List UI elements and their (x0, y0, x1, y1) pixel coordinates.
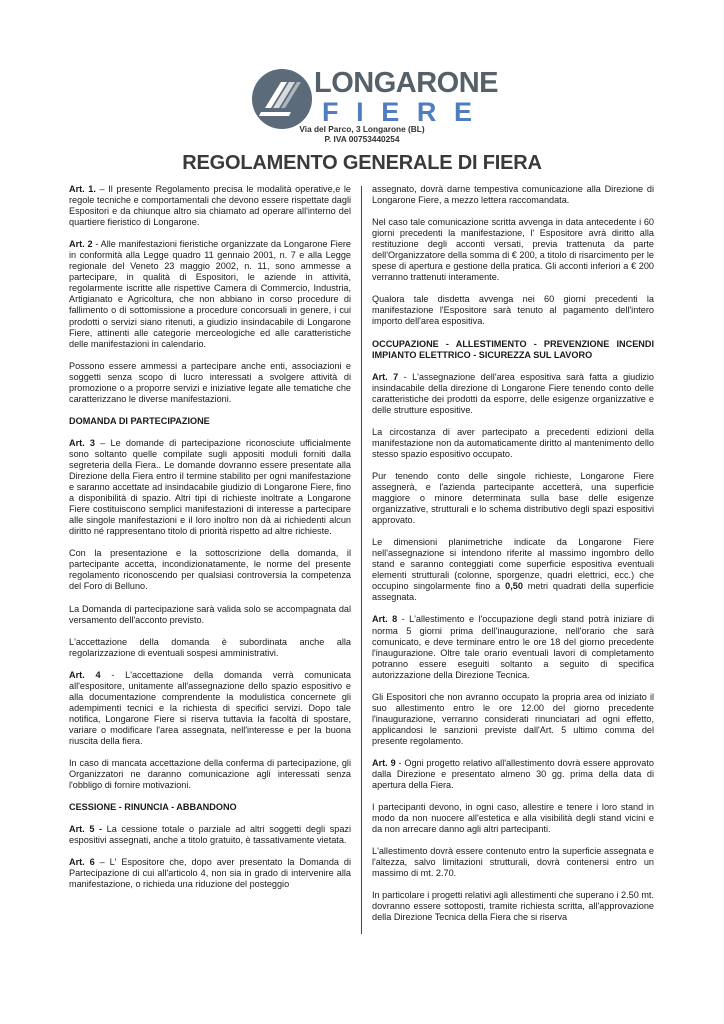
paragraph (372, 692, 654, 747)
column-divider (361, 186, 362, 934)
logo-wordmark-line2 (322, 97, 472, 127)
paragraph-text: La circostanza di aver partecipato a precedenti edizioni della manifestazione non da automaticamente diritto al mantenimento dello stesso spazio espositivo occupato. (372, 426, 654, 459)
paragraph (372, 471, 654, 526)
article-number: Art. 1. (69, 184, 96, 194)
company-address: Via del Parco, 3 Longarone (BL) (299, 124, 425, 134)
article-number: Art. 2 (69, 239, 93, 250)
paragraph-text: L'accettazione della domanda è subordinata anche alla regolarizzazione di eventuali sospesi amministrativi. (69, 636, 351, 658)
company-address-block (0, 125, 724, 144)
paragraph (372, 372, 654, 416)
paragraph (372, 184, 654, 206)
paragraph (372, 802, 654, 835)
section-heading: CESSIONE - RINUNCIA - ABBANDONO (69, 802, 237, 813)
paragraph (69, 670, 351, 747)
emphasized-value: 0,50 (505, 581, 523, 592)
paragraph (372, 217, 654, 283)
logo-letter: E (453, 97, 472, 127)
logo-letter: F (322, 97, 339, 127)
right-text-column (372, 184, 654, 939)
article-number: Art. 5 - (69, 824, 103, 835)
paragraph-text: In particolare i progetti relativi agli allestimenti che superano i 2.50 mt. dovranno essere sottoposti, tramite richiesta scritta, all'approvazione della Direzione Tecnica della Fiera che si riserva (372, 890, 654, 923)
document-title: REGOLAMENTO GENERALE DI FIERA (182, 152, 542, 174)
paragraph (372, 758, 654, 791)
paragraph-text: metri quadrati della superficie assegnata. (372, 581, 654, 603)
paragraph-text: Pur tenendo conto delle singole richieste, Longarone Fiere assegnerà, e l'azienda partecipante accetterà, una superficie maggiore o minore determinata sulla base delle esigenze organizzative, strutturali e lo schema distributivo degli spazi espositivi approvato. (372, 470, 654, 526)
article-number: Art. 3 (69, 437, 96, 448)
paragraph-text: - L'allestimento e l'occupazione degli stand potrà iniziare di norma 5 giorni prima dell'inaugurazione, nell'orario che sarà comunicato, e deve terminare entro le ore 18 del giorno precedente l'inaugurazione. Oltre tale orario eventuali lavori di completamento potranno essere eseguiti soltanto a seguito di specifica autorizzazione della Direzione Tecnica. (372, 614, 654, 680)
paragraph-text: – Il presente Regolamento precisa le modalità operative,e le regole tecniche e comportamentali che devono essere rispettate dagli Espositori e da chiunque altro sia chiamato ad operare all'interno del quartiere fieristico di Longarone. (69, 184, 351, 228)
paragraph (372, 294, 654, 327)
left-text-column (69, 184, 351, 939)
paragraph (69, 857, 351, 890)
paragraph-text: I partecipanti devono, in ogni caso, allestire e tenere i loro stand in modo da non nuocere all'estetica e alla visibilità degli stand vicini e da non arrecare danno agli altri partecipanti. (372, 802, 654, 835)
paragraph-text: La cessione totale o parziale ad altri soggetti degli spazi espositivi assegnati, anche a titolo gratuito, è tassativamente vietata. (69, 824, 351, 846)
paragraph (69, 758, 351, 791)
paragraph (69, 637, 351, 659)
paragraph (372, 427, 654, 460)
paragraph-text: - L'accettazione della domanda verrà comunicata all'espositore, unitamente all'assegnazione dello spazio espositivo e alla documentazione comprendente la modulistica concernete gli adempimenti tecnici e la richiesta di specifici servizi. Dopo tale notifica, Longarone Fiere si riserva tuttavia la facoltà di spostare, variare o modificare l'area assegnata, nell'interesse e per la buona riuscita della fiera. (69, 669, 351, 746)
paragraph-text: L'allestimento dovrà essere contenuto entro la superficie assegnata e l'altezza, salvo limitazioni strutturali, dovrà contenersi entro un massimo di mt. 2.70. (372, 846, 654, 879)
article-number: Art. 6 (69, 857, 95, 868)
paragraph (69, 239, 351, 349)
logo-wordmark-line1: LONGARONE (314, 67, 498, 99)
paragraph-text: In caso di mancata accettazione della conferma di partecipazione, gli Organizzatori ne daranno comunicazione agli interessati senza l'obbligo di fornire motivazioni. (69, 758, 351, 791)
paragraph-text: – L' Espositore che, dopo aver presentato la Domanda di Partecipazione di cui all'articolo 4, non sia in grado di intervenire alla manifestazione, o richieda una riduzione del posteggio (69, 857, 351, 890)
paragraph (372, 537, 654, 603)
paragraph (372, 890, 654, 923)
logo-letter: R (416, 97, 437, 127)
section-heading: DOMANDA DI PARTECIPAZIONE (69, 415, 210, 426)
logo-letter: E (381, 97, 400, 127)
paragraph-text: Possono essere ammessi a partecipare anche enti, associazioni e soggetti senza scopo di lucro interessati a svolgere attività di promozione o a proporre servizi e iniziative legate alle tematiche che caratterizzano le diverse manifestazioni. (69, 360, 351, 404)
article-number: Art. 7 (372, 371, 399, 382)
paragraph-text: La Domanda di partecipazione sarà valida solo se accompagnata dal versamento dell'acconto previsto. (69, 603, 351, 625)
paragraph (69, 824, 351, 846)
paragraph (69, 438, 351, 537)
paragraph-text: - Ogni progetto relativo all'allestimento dovrà essere approvato dalla Direzione e presentato almeno 30 gg. prima della data di apertura della Fiera. (372, 757, 654, 791)
paragraph (69, 548, 351, 592)
paragraph (69, 184, 351, 228)
paragraph-text: - Alle manifestazioni fieristiche organizzate da Longarone Fiere in conformità alla Legge quadro 11 gennaio 2001, n. 7 e alla Legge regionale del Veneto 23 maggio 2002, n. 11, sono ammesse a partecipare, in qualità di Espositori, le aziende in attività, regolarmente iscritte alle rispettive Camera di Commercio, Industria, Artigianato e Agricoltura, che non abbiano in corso procedure di fallimento o di sottomissione a procedure concorsuali in genere, i cui prodotti o servizi siano ritenuti, a giudizio insindacabile di Longarone Fiere, attinenti alle categorie merceologiche ed alle caratteristiche delle manifestazioni in calendario. (69, 239, 351, 349)
paragraph-text: Le dimensioni planimetriche indicate da Longarone Fiere nell'assegnazione si intendono riferite al massimo ingombro dello stand e saranno conteggiati come superficie espositiva eventuali elementi strutturali (colonne, sporgenze, quadri elettrici, ecc.) che occupino singolarmente fino a (372, 537, 654, 592)
paragraph-text: - L'assegnazione dell'area espositiva sarà fatta a giudizio insindacabile della direzione di Longarone Fiere tenendo conto delle caratteristiche dei prodotti da esporre, delle esigenze organizzative e delle strutture espositive. (372, 371, 654, 415)
paragraph (372, 846, 654, 879)
logo-letter: I (356, 97, 364, 127)
paragraph-text: Con la presentazione e la sottoscrizione della domanda, il partecipante accetta, incondizionatamente, le norme del presente regolamento riconoscendo per qualsiasi controversia la competenza del Foro di Belluno. (69, 548, 351, 592)
paragraph (69, 604, 351, 626)
document-header (0, 66, 724, 156)
paragraph (372, 614, 654, 680)
paragraph-text: Gli Espositori che non avranno occupato la propria area od iniziato il suo allestimento entro le ore 12.00 del giorno precedente l'inaugurazione, verranno considerati rinunciatari ad ogni effetto, applicandosi le sanzioni previste dall'Art. 5 ultimo comma del presente regolamento. (372, 691, 654, 746)
section-heading: OCCUPAZIONE - ALLESTIMENTO - PREVENZIONE INCENDI IMPIANTO ELETTRICO - SICUREZZA SUL LAVORO (372, 338, 654, 360)
article-number: Art. 8 (372, 614, 398, 625)
paragraph-text: Nel caso tale comunicazione scritta avvenga in data antecedente i 60 giorni precedenti la manifestazione, l' Espositore avrà diritto alla restituzione degli acconti versati, previa trattenuta da parte dell'Organizzatore della somma di € 200, a titolo di risarcimento per le spese di apertura e gestione della pratica. Gli acconti inferiori a € 200 verranno trattenuti interamente. (372, 217, 654, 283)
paragraph-text: Qualora tale disdetta avvenga nei 60 giorni precedenti la manifestazione l'Espositore sarà tenuto al pagamento dell'intero importo dell'area espositiva. (372, 294, 654, 327)
longarone-fiere-logo-icon (251, 68, 313, 130)
article-number: Art. 4 (69, 669, 101, 680)
paragraph (69, 361, 351, 405)
paragraph-text: – Le domande di partecipazione riconosciute ufficialmente sono soltanto quelle compilate sugli appositi moduli forniti dalla segreteria della Fiera.. Le domande dovranno essere presentate alla Direzione della Fiera entro il termine stabilito per ogni manifestazione e saranno accettate ad insindacabile giudizio di Longarone Fiere, fino a disponibilità di spazio. Altri tipi di richieste inoltrate a Longarone Fiere costituiscono semplici manifestazioni di interesse a partecipare alle singole manifestazioni e il loro inoltro non dà ai richiedenti alcun diritto né rappresentano titolo di priorità rispetto ad altre richieste. (69, 437, 351, 537)
paragraph-text: assegnato, dovrà darne tempestiva comunicazione alla Direzione di Longarone Fiere, a mezzo lettera raccomandata. (372, 184, 654, 206)
article-number: Art. 9 (372, 757, 396, 768)
company-vat: P. IVA 00753440254 (324, 133, 400, 144)
